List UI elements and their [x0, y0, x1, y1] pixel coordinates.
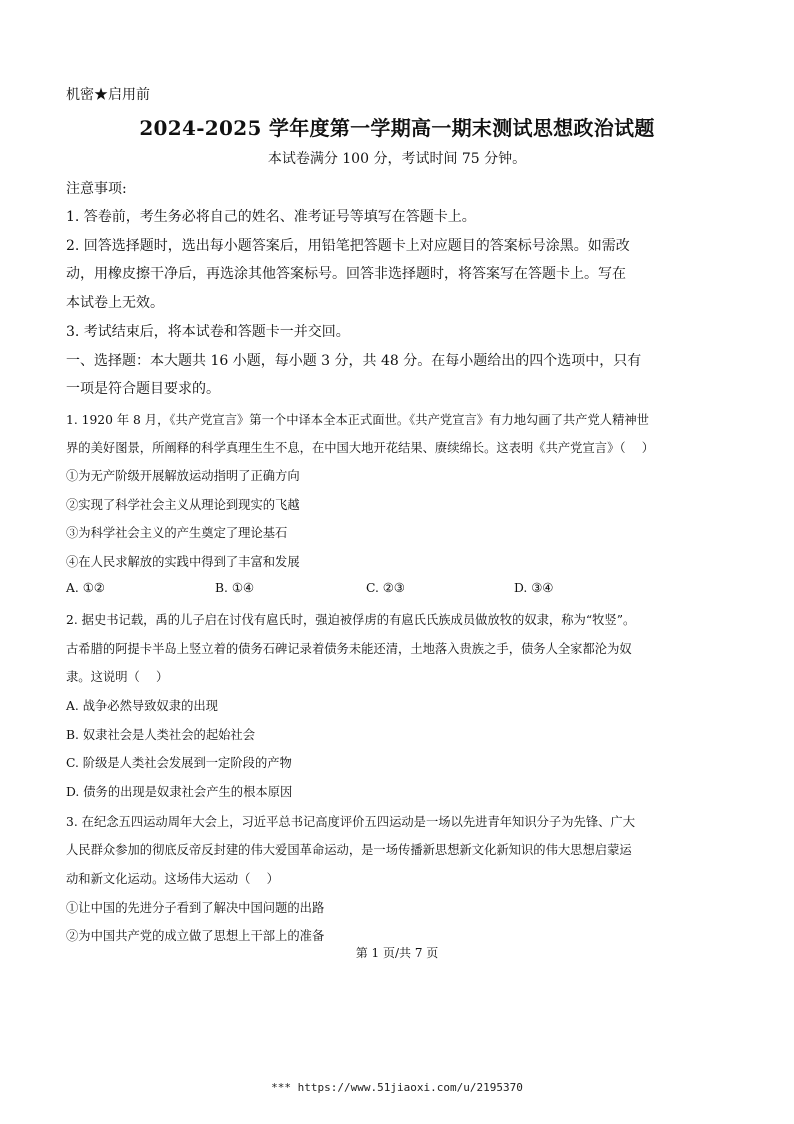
q1-option-d: D. ③④: [514, 581, 554, 595]
q2-option-a: A. 战争必然导致奴隶的出现: [66, 699, 218, 713]
q3-item: ②为中国共产党的成立做了思想上干部上的准备: [66, 929, 325, 943]
q1-item: ③为科学社会主义的产生奠定了理论基石: [66, 526, 288, 540]
q3-stem: 动和新文化运动。这场伟大运动（ ）: [66, 872, 279, 886]
notice-line: 本试卷上无效。: [66, 295, 164, 311]
q2-option-b: B. 奴隶社会是人类社会的起始社会: [66, 728, 256, 742]
section-heading: 一项是符合题目要求的。: [66, 381, 220, 397]
secret-mark: 机密★启用前: [66, 87, 150, 103]
q1-item: ①为无产阶级开展解放运动指明了正确方向: [66, 469, 300, 483]
exam-info: 本试卷满分 100 分，考试时间 75 分钟。: [267, 151, 527, 167]
notice-line: 2. 回答选择题时，选出每小题答案后，用铅笔把答题卡上对应题目的答案标号涂黑。如需改: [66, 238, 630, 254]
q3-stem: 人民群众参加的彻底反帝反封建的伟大爱国革命运动，是一场传播新思想新文化新知识的伟大思想启蒙运: [66, 843, 632, 857]
q2-stem: 古希腊的阿提卡半岛上竖立着的债务石碑记录着债务未能还清，土地落入贵族之手，债务人全家都沦为奴: [66, 642, 632, 656]
q1-item: ②实现了科学社会主义从理论到现实的飞越: [66, 498, 300, 512]
notice-line: 3. 考试结束后，将本试卷和答题卡一并交回。: [66, 324, 350, 340]
q1-option-a: A. ①②: [66, 581, 105, 595]
notice-line: 动，用橡皮擦干净后，再选涂其他答案标号。回答非选择题时，将答案写在答题卡上。写在: [66, 266, 626, 282]
notice-heading: 注意事项:: [66, 181, 127, 197]
q2-option-c: C. 阶级是人类社会发展到一定阶段的产物: [66, 756, 292, 770]
q1-option-b: B. ①④: [215, 581, 254, 595]
q1-item: ④在人民求解放的实践中得到了丰富和发展: [66, 555, 300, 569]
q2-stem: 2. 据史书记载，禹的儿子启在讨伐有扈氏时，强迫被俘虏的有扈氏氏族成员做放牧的奴隶，称为“牧竖”。: [66, 613, 636, 627]
q2-stem: 隶。这说明（ ）: [66, 670, 169, 684]
q1-option-c: C. ②③: [366, 581, 405, 595]
q3-item: ①让中国的先进分子看到了解决中国问题的出路: [66, 901, 325, 915]
section-heading: 一、选择题：本大题共 16 小题，每小题 3 分，共 48 分。在每小题给出的四个选项中，只有: [66, 353, 642, 369]
q1-stem: 界的美好图景，所阐释的科学真理生生不息，在中国大地开花结果、赓续绵长。这表明《共产党宣言》（ ）: [66, 441, 655, 455]
notice-line: 1. 答卷前，考生务必将自己的姓名、准考证号等填写在答题卡上。: [66, 209, 476, 225]
q1-stem: 1. 1920 年 8 月，《共产党宣言》第一个中译本全本正式面世。《共产党宣言》有力地勾画了共产党人精神世: [66, 413, 649, 427]
source-watermark: *** https://www.51jiaoxi.com/u/2195370: [271, 1081, 523, 1094]
page-title: 2024-2025 学年度第一学期高一期末测试思想政治试题: [139, 116, 655, 140]
page-number: 第 1 页/共 7 页: [355, 946, 439, 960]
q2-option-d: D. 债务的出现是奴隶社会产生的根本原因: [66, 785, 293, 799]
q3-stem: 3. 在纪念五四运动周年大会上，习近平总书记高度评价五四运动是一场以先进青年知识分子为先锋、广大: [66, 815, 636, 829]
